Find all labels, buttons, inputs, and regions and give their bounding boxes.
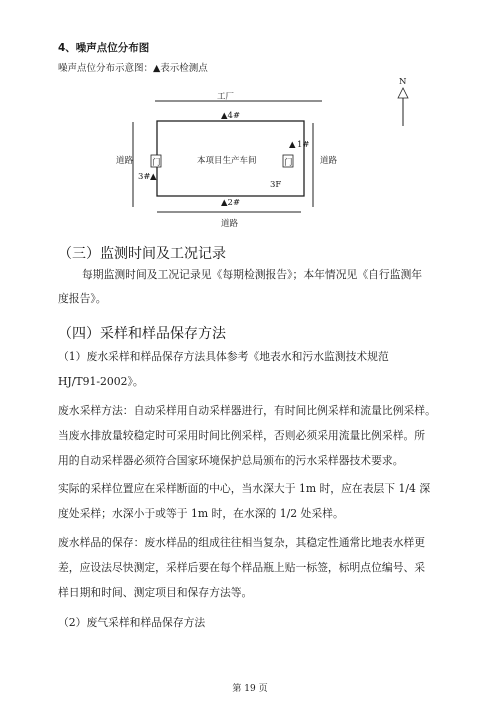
section-4-title: 4、噪声点位分布图 xyxy=(58,42,150,54)
factory-label: 工厂 xyxy=(217,92,235,102)
section-3-heading: （三）监测时间及工况记录 xyxy=(58,246,226,262)
noise-point-diagram xyxy=(0,0,500,240)
storage-line2: 差，应设法尽快测定，采样后要在每个样品瓶上贴一标签，标明点位编号、采 xyxy=(58,561,426,574)
section-3-para-line1: 每期监测时间及工况记录见《每期检测报告》；本年情况见《自行监测年 xyxy=(82,268,423,281)
point-1-label: 1# xyxy=(297,140,310,150)
item-1-line2: HJ/T91-2002》。 xyxy=(58,375,144,388)
label-3f: 3F xyxy=(270,180,282,190)
method-line1: 废水采样方法：自动采样用自动采样器进行，有时间比例采样和流量比例采样。 xyxy=(58,404,436,417)
diagram-caption: 噪声点位分布示意图：▲表示检测点 xyxy=(58,63,208,74)
position-line1: 实际的采样位置应在采样断面的中心，当水深大于 1m 时，应在表层下 1/4 深 xyxy=(58,482,431,495)
method-line3: 用的自动采样器必须符合国家环境保护总局颁布的污水采样器技术要求。 xyxy=(58,454,404,467)
method-line2: 当废水排放量较稳定时可采用时间比例采样，否则必须采用流量比例采样。所 xyxy=(58,429,426,442)
page-number: 第 19 页 xyxy=(232,684,268,694)
position-line2: 度处采样；水深小于或等于 1m 时，在水深的 1/2 处采样。 xyxy=(58,507,344,520)
point-1-marker: ▲ xyxy=(289,140,296,150)
item-1-line1: （1）废水采样和样品保存方法具体参考《地表水和污水监测技术规范 xyxy=(58,350,389,363)
door-right-label: 门 xyxy=(284,158,293,168)
point-4-label: ▲4# xyxy=(221,111,241,121)
point-2-label: ▲2# xyxy=(221,198,241,208)
item-2: （2）废气采样和样品保存方法 xyxy=(58,616,206,629)
storage-line1: 废水样品的保存：废水样品的组成往往相当复杂，其稳定性通常比地表水样更 xyxy=(58,536,426,549)
section-4b-heading: （四）采样和样品保存方法 xyxy=(58,326,226,342)
north-label: N xyxy=(399,77,407,87)
north-arrow-head xyxy=(398,88,408,98)
point-3-marker: ▲ xyxy=(150,172,157,182)
workshop-label: 本项目生产车间 xyxy=(197,156,257,166)
road-left-label: 道路 xyxy=(116,156,134,166)
door-left-label: 门 xyxy=(152,158,161,168)
road-right-label: 道路 xyxy=(320,156,338,166)
section-3-para-line2: 度报告》。 xyxy=(58,292,107,305)
storage-line3: 样日期和时间、测定项目和保存方法等。 xyxy=(58,586,253,599)
road-bottom-label: 道路 xyxy=(221,219,239,229)
point-3-label: 3# xyxy=(138,172,151,182)
